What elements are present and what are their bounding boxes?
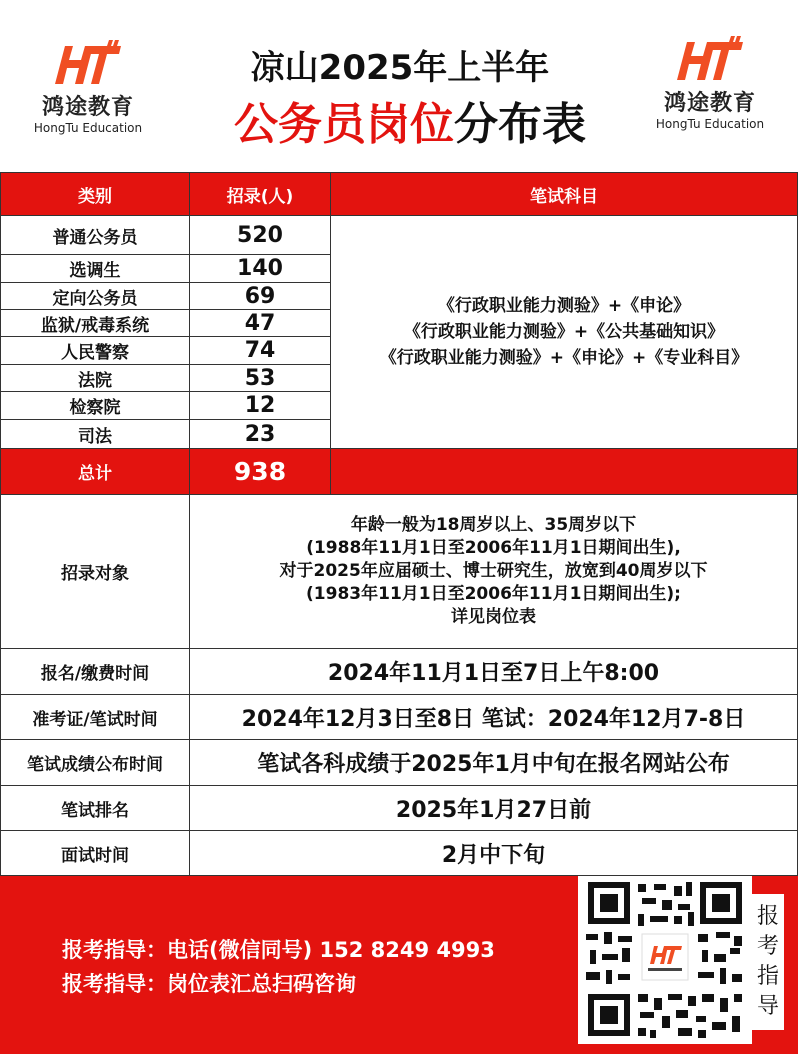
exam-subject-line: 《行政职业能力测验》+《申论》+《专业科目》 [379, 348, 749, 368]
brand-name-cn: 鸿途教育 [663, 91, 756, 116]
target-line: 年龄一般为18周岁以上、35周岁以下 [350, 515, 637, 535]
qr-caption-char: 考 [756, 934, 779, 959]
interview-time-value: 2月中下旬 [189, 830, 798, 876]
title-highlight: 公务员岗位 [234, 99, 454, 150]
category-cell: 监狱/戒毒系统 [0, 309, 190, 337]
target-line: 详见岗位表 [451, 607, 536, 627]
target-label: 招录对象 [0, 494, 190, 649]
brand-name-en: HongTu Education [655, 117, 765, 131]
title-rest: 分布表 [454, 99, 586, 150]
qr-code-icon [578, 876, 752, 1044]
guide-qr: 报考指导：岗位表汇总扫码咨询 [62, 972, 356, 996]
guide-phone: 报考指导：电话(微信同号) 152 8249 4993 [62, 938, 495, 962]
admission-ticket-value: 2024年12月3日至8日 笔试：2024年12月7-8日 [189, 694, 798, 740]
target-line: (1983年11月1日至2006年11月1日期间出生); [306, 584, 681, 604]
interview-time-label: 面试时间 [0, 830, 190, 876]
exam-subject-line: 《行政职业能力测验》+《公共基础知识》 [403, 322, 725, 342]
admission-ticket-label: 准考证/笔试时间 [0, 694, 190, 740]
count-cell: 23 [189, 419, 331, 449]
count-cell: 520 [189, 215, 331, 255]
page-title-line2 [210, 88, 610, 152]
brand-name-en: HongTu Education [33, 121, 143, 135]
page-title-line1: 凉山2025年上半年 [250, 48, 550, 88]
exam-subject-line: 《行政职业能力测验》+《申论》 [437, 296, 691, 316]
exam-subjects-cell [330, 215, 798, 449]
header-category: 类别 [0, 172, 190, 216]
category-cell: 定向公务员 [0, 282, 190, 310]
ht-logo-icon [18, 38, 158, 88]
position-table [0, 172, 798, 876]
total-value: 938 [189, 448, 331, 495]
score-release-label: 笔试成绩公布时间 [0, 739, 190, 786]
target-line: (1988年11月1日至2006年11月1日期间出生), [306, 538, 681, 558]
count-cell: 74 [189, 336, 331, 365]
ranking-value: 2025年1月27日前 [189, 785, 798, 831]
brand-logo-left [18, 38, 158, 135]
category-cell: 选调生 [0, 254, 190, 283]
count-cell: 53 [189, 364, 331, 392]
qr-caption [752, 894, 784, 1030]
count-cell: 12 [189, 391, 331, 420]
qr-code[interactable] [578, 876, 752, 1044]
count-cell: 47 [189, 309, 331, 337]
qr-caption-char: 报 [756, 904, 779, 929]
qr-caption-char: 导 [756, 994, 779, 1019]
brand-logo-right [640, 34, 780, 131]
header [0, 0, 798, 172]
registration-time-label: 报名/缴费时间 [0, 648, 190, 695]
category-cell: 司法 [0, 419, 190, 449]
header-exam-subjects: 笔试科目 [330, 172, 798, 216]
target-content [189, 494, 798, 649]
category-cell: 法院 [0, 364, 190, 392]
total-label: 总计 [0, 448, 190, 495]
ht-logo-icon [640, 34, 780, 84]
registration-time-value: 2024年11月1日至7日上午8:00 [189, 648, 798, 695]
count-cell: 140 [189, 254, 331, 283]
brand-name-cn: 鸿途教育 [41, 95, 134, 120]
category-cell: 检察院 [0, 391, 190, 420]
category-cell: 人民警察 [0, 336, 190, 365]
score-release-value: 笔试各科成绩于2025年1月中旬在报名网站公布 [189, 739, 798, 786]
count-cell: 69 [189, 282, 331, 310]
ranking-label: 笔试排名 [0, 785, 190, 831]
qr-caption-char: 指 [756, 964, 779, 989]
target-line: 对于2025年应届硕士、博士研究生，放宽到40周岁以下 [279, 561, 708, 581]
header-count: 招录(人) [189, 172, 331, 216]
total-empty [330, 448, 798, 495]
category-cell: 普通公务员 [0, 215, 190, 255]
